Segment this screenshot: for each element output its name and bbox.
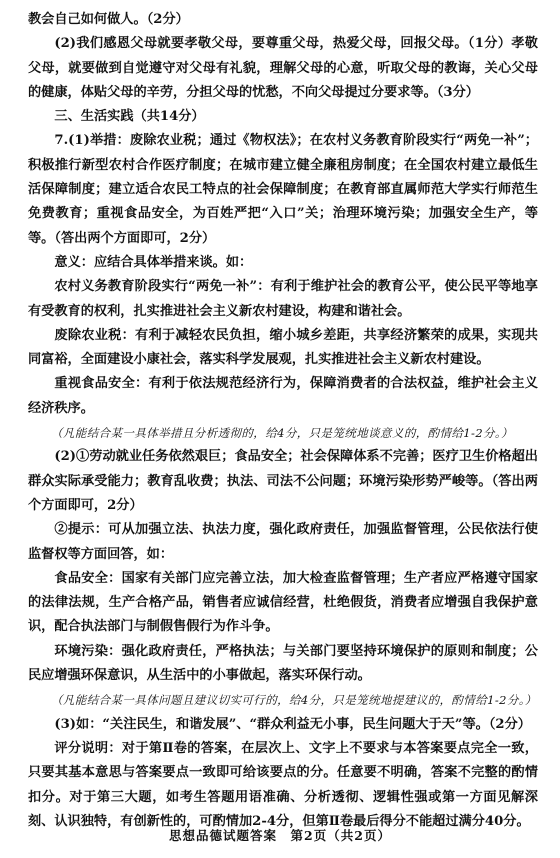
answer-paragraph: 7.(1)举措：废除农业税；通过《物权法》；在农村义务教育阶段实行“两免一补”；积极推行新型农村合作医疗制度；在城市建立健全廉租房制度；在全国农村建立最低生活保障制度；建立适合农民工特点的社会保障制度；在教育部直属师范大学实行师范生免费教育；重视食品安全，为百姓严把“入口”关；治理环境污染；加强安全生产，等等。（答出两个方面即可，2分） [28,133,538,246]
answer-paragraph: (2)①劳动就业任务依然艰巨；食品安全；社会保障体系不完善；医疗卫生价格超出群众实际承受能力；教育乱收费；执法、司法不公问题；环境污染形势严峻等。（答出两个方面即可，2分） [28,449,538,513]
page-footer: 思想品德试题答案 第2页（共2页） [169,828,391,843]
answer-paragraph: (2)我们感恩父母就要孝敬父母，要尊重父母，热爱父母，回报父母。（1分）孝敬父母，就要做到自觉遵守对父母有礼貌，理解父母的心意，听取父母的教诲，关心父母的健康，体贴父母的辛劳，分担父母的忧愁，不向父母提过分要求等。（3分） [28,36,538,100]
answer-paragraph: 农村义务教育阶段实行“两免一补”：有利于维护社会的教育公平，使公民平等地享有受教育的权利，扎实推进社会主义新农村建设，构建和谐社会。 [28,279,538,319]
document-body [28,8,538,834]
answer-paragraph: 意义：应结合具体举措来谈。如： [54,254,253,270]
scoring-note: （凡能结合某一具体举措且分析透彻的，给4分，只是笼统地谈意义的，酌情给1-2分。） [51,426,513,441]
answer-paragraph: (3)如：“关注民生，和谐发展”、“群众利益无小事，民生问题大于天”等。（2分） [54,716,531,732]
answer-paragraph: 评分说明：对于第Ⅱ卷的答案，在层次上、文字上不要求与本答案要点完全一致，只要其基本意思与答案要点一致即可给该要点的分。任意要不明确，答案不完整的酌情扣分。对于第三大题，如考生答题用语准确、分析透彻、逻辑性强或第一方面见解深刻、认识独特，有创新性的，可酌情加2-4分，但第Ⅱ卷最后得分不能超过满分40分。 [28,740,538,829]
answer-paragraph: 废除农业税：有利于减轻农民负担，缩小城乡差距，共享经济繁荣的成果，实现共同富裕，全面建设小康社会，落实科学发展观，扎实推进社会主义新农村建设。 [28,327,538,368]
scoring-note: （凡能结合某一具体问题且建议切实可行的，给4分，只是笼统地提建议的，酌情给1-2分。） [51,693,537,708]
answer-paragraph: ②提示：可从加强立法、执法力度，强化政府责任，加强监督管理，公民依法行使监督权等方面回答，如： [28,522,538,562]
answer-paragraph: 教会自己如何做人。（2分） [28,12,189,27]
answer-paragraph: 重视食品安全：有利于依法规范经济行为，保障消费者的合法权益，维护社会主义经济秩序。 [28,376,538,416]
answer-paragraph: 环境污染：强化政府责任，严格执法；与关部门要坚持环境保护的原则和制度；公民应增强环保意识，从生活中的小事做起，落实环保行动。 [28,643,538,684]
answer-paragraph: 食品安全：国家有关部门应完善立法，加大检查监督管理；生产者应严格遵守国家的法律法规，生产合格产品，销售者应诚信经营，杜绝假货，消费者应增强自我保护意识，配合执法部门与制假售假行为作斗争。 [28,570,538,635]
answer-paragraph: 三、生活实践（共14分） [54,109,205,125]
